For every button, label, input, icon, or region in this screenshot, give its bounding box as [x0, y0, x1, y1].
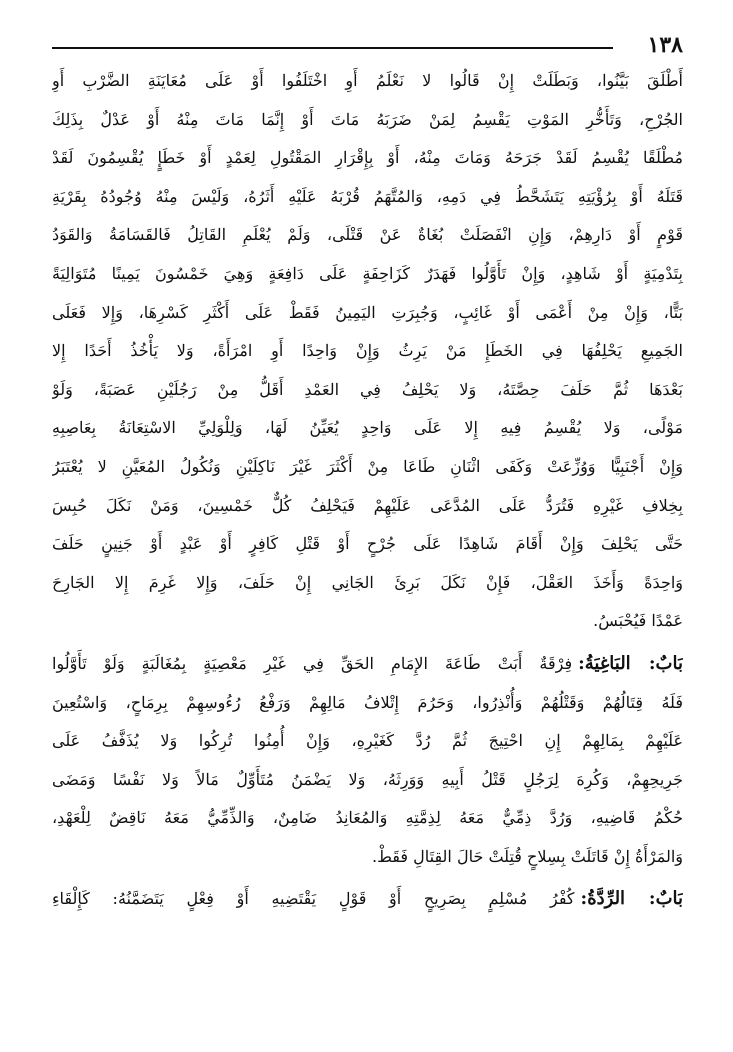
page-number: ١٣٨ — [647, 32, 683, 58]
line-text: بِتَدْمِيَةٍ أَوْ شَاهِدٍ، وَإِنْ تَأَوَّلُوا فَهَدَرٌ كَزَاحِفَةٍ عَلَى دَافِعَةٍ وَهِيَ خَمْسُونَ يَمِينًا مُتَوَالِيَةً — [52, 263, 683, 283]
page-header — [52, 30, 683, 60]
line-text: عَلَيْهِمْ بِمَالِهِمْ إِنِ احْتِيجَ ثُمَّ رُدَّ كَغَيْرِهِ، وَإِنْ أُمِنُوا تُرِكُوا وَلا يُذَفَّفُ عَلَى — [52, 731, 683, 751]
line-text: حَتَّى يَحْلِفَ وَإِنْ أَقَامَ شَاهِدًا عَلَى جُرْحٍ أَوْ قَتْلِ كَافِرٍ أَوْ عَبْدٍ أَوْ جَنِينٍ حَلَفَ — [52, 534, 683, 554]
text-line — [52, 525, 683, 564]
text-line — [52, 178, 683, 217]
text-line — [52, 799, 683, 838]
line-text: وَالمَرْأَةُ إِنْ قَاتَلَتْ بِسِلاحٍ قُتِلَتْ حَالَ القِتَالِ فَقَطْ. — [372, 846, 683, 866]
line-text: الجَمِيعِ يَحْلِفُهَا فِي الخَطَإِ مَنْ يَرِثُ وَإِنْ وَاحِدًا أَوِ امْرَأَةً، وَلا يَأْخُذُ أَحَدًا إِلا — [52, 341, 683, 361]
text-line — [52, 101, 683, 140]
text-line — [52, 409, 683, 448]
line-text: بِخِلافِ غَيْرِهِ فَتُرَدُّ عَلَى المُدَّعَى عَلَيْهِمْ فَيَحْلِفُ كُلٌّ خَمْسِينَ، وَمَنْ نَكَلَ حُبِسَ — [52, 495, 683, 515]
line-text: بَعْدَهَا ثُمَّ حَلَفَ حِصَّتَهُ، وَلا يَحْلِفُ فِي العَمْدِ أَقَلُّ مِنْ رَجُلَيْنِ عَصَبَةً، وَلَوْ — [52, 379, 683, 399]
text-line — [52, 564, 683, 603]
text-line — [52, 62, 683, 101]
line-text: أَطْلَقَ بَيَّنُوا، وَبَطَلَتْ إِنْ قَالُوا لا نَعْلَمُ أَوِ اخْتَلَفُوا أَوْ عَلَى مُعَايَنَةِ الضَّرْبِ أَوِ — [52, 71, 683, 90]
text-line — [52, 880, 683, 919]
text-line — [52, 684, 683, 723]
text-line — [52, 487, 683, 526]
line-text: جَرِيحِهِمْ، وَكُرِهَ لِرَجُلٍ قَتْلُ أَبِيهِ وَوَرِثَهُ، وَلا يَضْمَنُ مُتَأَوِّلٌ مَالاً وَلا نَفْسًا وَمَضَى — [52, 769, 683, 789]
line-text: وَإِنْ أَجْنَبِيًّا وَوُزِّعَتْ وَكَفَى اثْنَانِ طَاعَا مِنْ أَكْثَرَ غَيْرَ نَاكِلَيْنِ وَنُكُولُ المُعَيَّنِ لا يُعْتَبَرُ — [52, 456, 683, 476]
section-heading: بَابٌ: البَاغِيَةُ: — [578, 652, 683, 674]
line-text: قَتَلَهُ أَوْ بِرُؤْيَتِهِ يَتَشَحَّطُ فِي دَمِهِ، وَالمُتَّهَمُ قُرْبَهُ عَلَيْهِ أَثَرُهُ، وَلَيْسَ مِنْهُ وُجُودُهُ بِقَرْيَةِ — [52, 186, 683, 206]
line-text: عَمْدًا فَيُحْبَسُ. — [593, 611, 683, 631]
line-text: الجُرْحِ، وَتَأَخُّرِ المَوْتِ يَقْسِمُ لِمَنْ ضَرَبَهُ مَاتَ أَوْ إِنَّمَا مَاتَ مِنْهُ أَوْ عَدْلٌ بِذَلِكَ — [52, 109, 683, 129]
text-line — [52, 294, 683, 333]
line-text: وَاحِدَةً وَأَخَذَ العَقْلَ، فَإِنْ نَكَلَ بَرِئَ الجَانِي إِنْ حَلَفَ، وَإِلا غَرِمَ إِلا الجَارِحَ — [52, 572, 683, 592]
text-line — [52, 255, 683, 294]
body-text — [52, 62, 683, 919]
text-line — [52, 371, 683, 410]
text-line — [52, 139, 683, 178]
text-line — [52, 722, 683, 761]
text-line — [52, 332, 683, 371]
text-line — [52, 216, 683, 255]
line-text: بَتًّا، وَإِنْ مِنْ أَعْمَى أَوْ غَائِبٍ، وَجُبِرَتِ اليَمِينُ فَقَطْ عَلَى أَكْثَرِ كَسْرِهَا، وَإِلا فَعَلَى — [52, 302, 683, 322]
line-text: فِرْقَةٌ أَبَتْ طَاعَةَ الإِمَامِ الحَقِّ فِي غَيْرِ مَعْصِيَةٍ بِمُغَالَبَةٍ وَلَوْ تَأَوَّلُوا — [52, 653, 573, 673]
text-line — [52, 602, 683, 641]
text-line — [52, 645, 683, 684]
line-text: مُطْلَقًا يُقْسِمُ لَقَدْ جَرَحَهُ وَمَاتَ مِنْهُ، أَوْ بِإِقْرَارِ المَقْتُولِ لِعَمْدٍ أَوْ خَطَإٍ يُقْسِمُونَ لَقَدْ — [52, 148, 683, 168]
text-line — [52, 761, 683, 800]
header-rule — [52, 47, 613, 49]
line-text: كُفْرُ مُسْلِمٍ بِصَرِيحٍ أَوْ قَوْلٍ يَقْتَضِيهِ أَوْ فِعْلٍ يَتَضَمَّنُهُ: كَإِلْقَاءِ — [52, 889, 575, 909]
line-text: قَوْمٍ أَوْ دَارِهِمْ، وَإِنِ انْفَصَلَتْ بُغَاةٌ عَنْ قَتْلَى، وَلَمْ يُعْلَمِ القَاتِلُ فَالقَسَامَةُ وَالقَوَدُ — [52, 225, 683, 245]
line-text: مَوْلًى، وَلا يُقْسِمُ فِيهِ إِلا عَلَى وَاحِدٍ يُعَيِّنُ لَهَا، وَلِلْوَلِيِّ الاسْتِعَانَةُ بِعَاصِبِهِ — [52, 418, 683, 438]
line-text: فَلَهُ قِتَالُهُمْ وَقَتْلُهُمْ وَأُنْذِرُوا، وَحَرُمَ إِتْلافُ مَالِهِمْ وَرَفْعُ رُءُوسِهِمْ بِرِمَاحٍ، وَاسْتُعِينَ — [52, 692, 683, 712]
line-text: حُكْمُ قَاضِيهِ، وَرُدَّ ذِمِّيٌّ مَعَهُ لِذِمَّتِهِ وَالمُعَانِدُ ضَامِنٌ، وَالذِّمِّيُّ مَعَهُ نَاقِضٌ لِلْعَهْدِ، — [52, 808, 683, 828]
section-heading: بَابٌ: الرِّدَّةُ: — [580, 888, 683, 910]
text-line — [52, 838, 683, 877]
text-line — [52, 448, 683, 487]
